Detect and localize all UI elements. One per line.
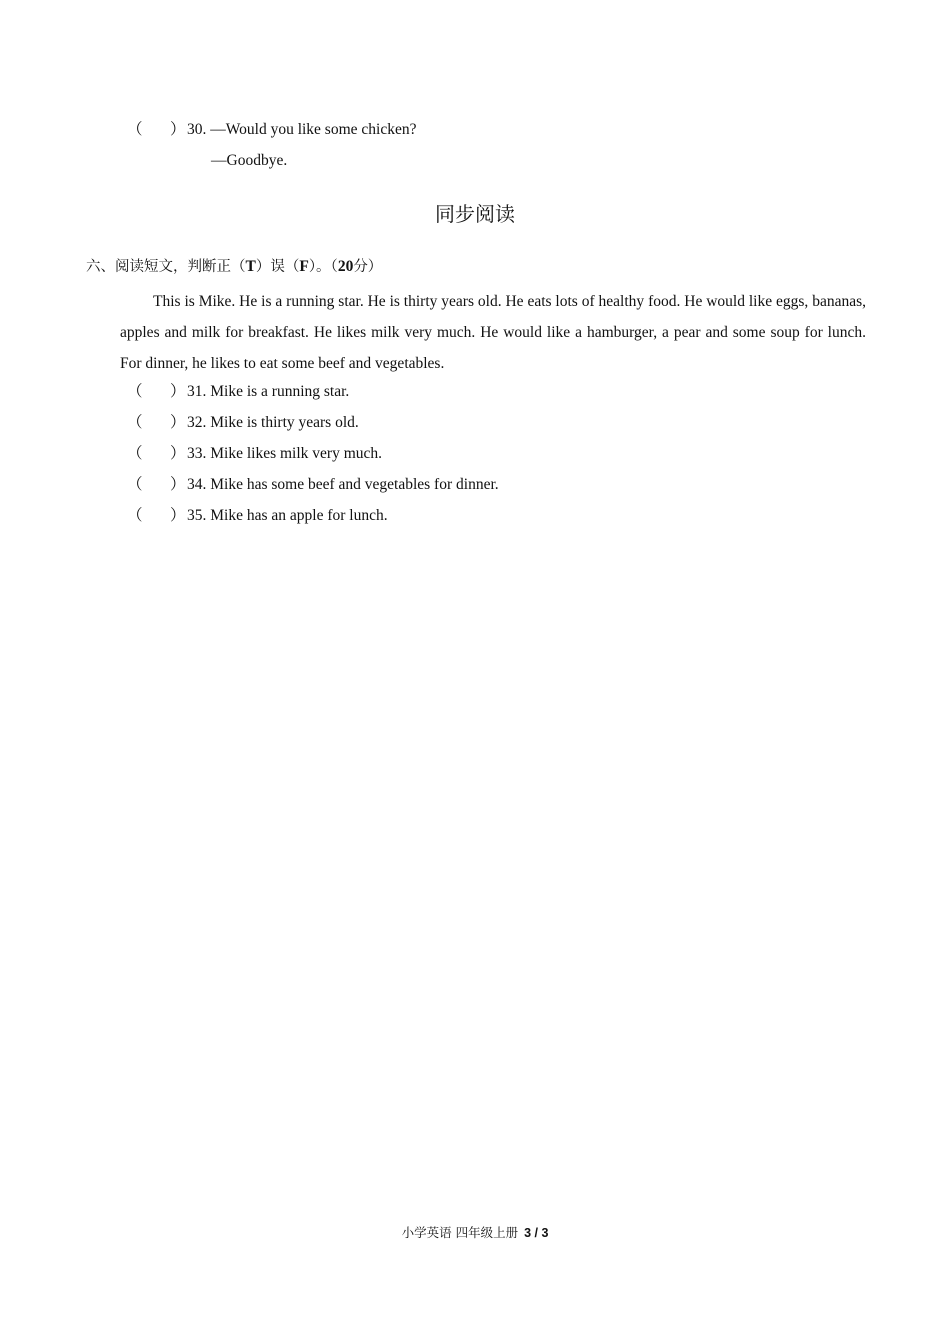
question-30-text: 30. —Would you like some chicken? xyxy=(187,121,417,138)
question-text: 35. Mike has an apple for lunch. xyxy=(187,507,388,524)
question-30-reply: —Goodbye. xyxy=(211,152,288,169)
answer-paren-close: ） xyxy=(170,507,186,524)
answer-paren-open: （ xyxy=(127,383,143,400)
question-31 xyxy=(0,382,950,402)
answer-paren-open: （ xyxy=(127,507,143,524)
answer-paren-open: （ xyxy=(127,414,143,431)
answer-paren-close: ） xyxy=(170,383,186,400)
question-33 xyxy=(0,444,950,464)
answer-paren-open: （ xyxy=(127,445,143,462)
section-6-heading: 六、阅读短文，判断正（T）误（F）。（20分） xyxy=(86,258,383,275)
question-text: 33. Mike likes milk very much. xyxy=(187,445,383,462)
answer-paren-close: ） xyxy=(170,121,186,138)
question-34 xyxy=(0,475,950,495)
page-number: 3 / 3 xyxy=(524,1226,549,1240)
answer-paren-close: ） xyxy=(170,414,186,431)
question-30 xyxy=(0,120,950,140)
question-32 xyxy=(0,413,950,433)
footer-label: 小学英语 四年级上册 xyxy=(401,1225,519,1240)
answer-paren-close: ） xyxy=(170,445,186,462)
answer-paren-close: ） xyxy=(170,476,186,493)
page-footer xyxy=(0,1224,950,1242)
question-text: 31. Mike is a running star. xyxy=(187,383,350,400)
question-text: 32. Mike is thirty years old. xyxy=(187,414,359,431)
answer-paren-open: （ xyxy=(127,121,143,138)
question-text: 34. Mike has some beef and vegetables for dinner. xyxy=(187,476,499,493)
section-title: 同步阅读 xyxy=(435,202,515,226)
reading-passage: This is Mike. He is a running star. He is thirty years old. He eats lots of healthy food. He would like eggs, bananas, apples and milk for breakfast. He likes milk very much. He would like a hamburger, a pear and some soup for lunch. For dinner, he likes to eat some beef and vegetables. xyxy=(120,293,866,372)
question-35 xyxy=(0,506,950,526)
answer-paren-open: （ xyxy=(127,476,143,493)
